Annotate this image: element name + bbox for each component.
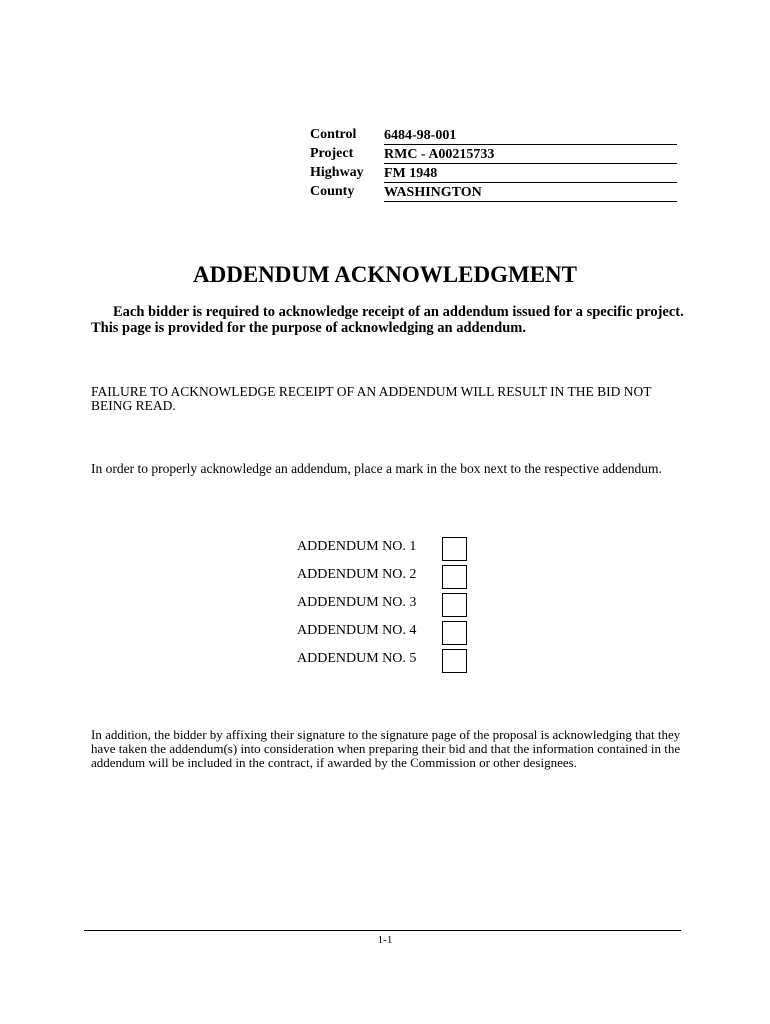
footer-divider [84, 930, 681, 931]
intro-paragraph: Each bidder is required to acknowledge receipt of an addendum issued for a specific project. This page is provided for the purpose of acknowledging an addendum. [91, 304, 684, 336]
highway-label: Highway [310, 165, 364, 180]
county-label: County [310, 184, 355, 199]
addendum-2-checkbox[interactable] [442, 565, 467, 589]
addendum-3-checkbox[interactable] [442, 593, 467, 617]
county-value: WASHINGTON [384, 184, 677, 202]
addendum-1-checkbox[interactable] [442, 537, 467, 561]
addendum-4-checkbox[interactable] [442, 621, 467, 645]
addendum-1-label: ADDENDUM NO. 1 [297, 539, 417, 554]
addendum-4-label: ADDENDUM NO. 4 [297, 623, 417, 638]
control-value: 6484-98-001 [384, 127, 677, 145]
addendum-2-label: ADDENDUM NO. 2 [297, 567, 417, 582]
instruction-text: In order to properly acknowledge an addendum, place a mark in the box next to the respective addendum. [91, 461, 662, 476]
page-title: ADDENDUM ACKNOWLEDGMENT [193, 262, 577, 287]
project-value: RMC - A00215733 [384, 146, 677, 164]
control-label: Control [310, 127, 357, 142]
project-label: Project [310, 146, 354, 161]
highway-value: FM 1948 [384, 165, 677, 183]
failure-notice: FAILURE TO ACKNOWLEDGE RECEIPT OF AN ADDENDUM WILL RESULT IN THE BID NOT BEING READ. [91, 384, 652, 413]
closing-paragraph: In addition, the bidder by affixing their signature to the signature page of the proposal is acknowledging that they have taken the addendum(s) into consideration when preparing their bid and that the information contained in the addendum will be included in the contract, if awarded by the Commission or other designees. [91, 727, 681, 770]
addendum-5-checkbox[interactable] [442, 649, 467, 673]
addendum-5-label: ADDENDUM NO. 5 [297, 651, 417, 666]
page-number: 1-1 [377, 934, 393, 946]
addendum-3-label: ADDENDUM NO. 3 [297, 595, 417, 610]
